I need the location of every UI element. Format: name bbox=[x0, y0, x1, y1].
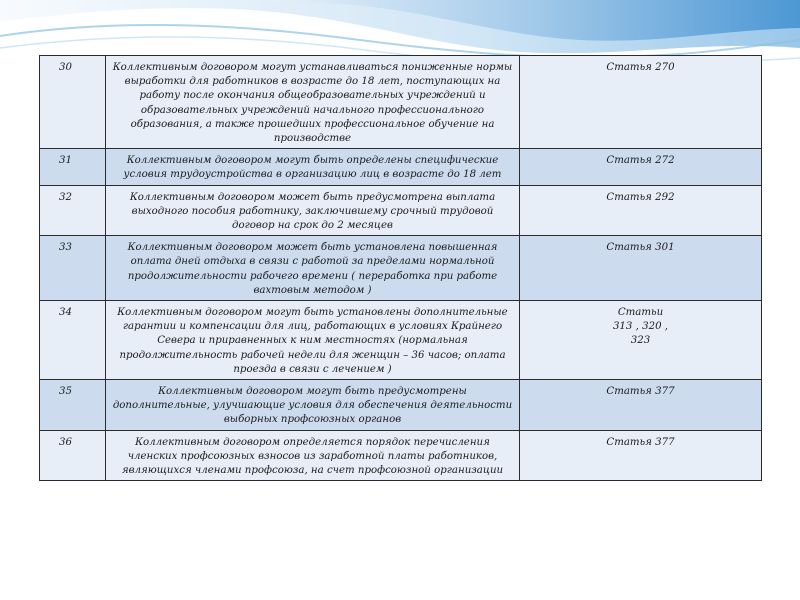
row-number: 34 bbox=[40, 301, 106, 380]
table-row bbox=[40, 236, 762, 301]
row-number: 36 bbox=[40, 430, 106, 481]
row-article bbox=[520, 380, 762, 431]
row-description: Коллективным договором могут быть установлены дополнительные гарантии и компенсации для лиц, работающих в условиях Крайнего Севера и приравненных к ним местностях (нормальная продолжительность рабочей недели для женщин – 36 часов; оплата проезда в связи с лечением ) bbox=[106, 301, 520, 380]
table-row bbox=[40, 430, 762, 481]
article-line: Статья 270 bbox=[606, 62, 675, 73]
article-line: Статья 377 bbox=[606, 436, 675, 448]
row-description: Коллективным договором могут быть предусмотрены дополнительные, улучшающие условия для обеспечения деятельности выборных профсоюзных органов bbox=[106, 380, 520, 431]
row-description: Коллективным договором может быть установлена повышенная оплата дней отдыха в связи с работой за пределами нормальной продолжительности рабочего времени ( переработка при работе вахтовым методом ) bbox=[106, 236, 520, 301]
row-description: Коллективным договором может быть предусмотрена выплата выходного пособия работнику, заключившему срочный трудовой договор на срок до 2 месяцев bbox=[106, 185, 520, 236]
articles-table-container bbox=[39, 55, 761, 481]
table-row bbox=[40, 185, 762, 236]
row-description: Коллективным договором определяется порядок перечисления членских профсоюзных взносов из заработной платы работников, являющихся членами профсоюза, на счет профсоюзной организации bbox=[106, 430, 520, 481]
row-article bbox=[520, 56, 762, 149]
article-line: Статья 301 bbox=[606, 242, 675, 254]
table-row bbox=[40, 380, 762, 431]
article-line: Статья 292 bbox=[606, 191, 675, 203]
article-line: Статья 377 bbox=[606, 386, 675, 398]
row-article bbox=[520, 236, 762, 301]
article-line: 313 , 320 , bbox=[612, 321, 669, 333]
row-article bbox=[520, 185, 762, 236]
table-row bbox=[40, 56, 762, 149]
row-number: 35 bbox=[40, 380, 106, 431]
row-description: Коллективным договором могут быть определены специфические условия трудоустройства в организацию лиц в возрасте до 18 лет bbox=[106, 149, 520, 185]
row-number: 31 bbox=[40, 149, 106, 185]
row-number: 32 bbox=[40, 185, 106, 236]
row-article bbox=[520, 430, 762, 481]
article-line: 323 bbox=[630, 335, 651, 347]
articles-table bbox=[39, 55, 762, 481]
row-article bbox=[520, 149, 762, 185]
row-description: Коллективным договором могут устанавливаться пониженные нормы выработки для работников в возрасте до 18 лет, поступающих на работу после окончания общеобразовательных учреждений и образовательных учреждений начального профессионального образования, а также прошедших профессиональное обучение на производстве bbox=[106, 56, 520, 149]
table-row bbox=[40, 149, 762, 185]
table-row bbox=[40, 301, 762, 380]
row-number: 30 bbox=[40, 56, 106, 149]
article-line: Статья 272 bbox=[606, 155, 675, 167]
article-line: Статьи bbox=[617, 307, 664, 319]
row-number: 33 bbox=[40, 236, 106, 301]
row-article bbox=[520, 301, 762, 380]
